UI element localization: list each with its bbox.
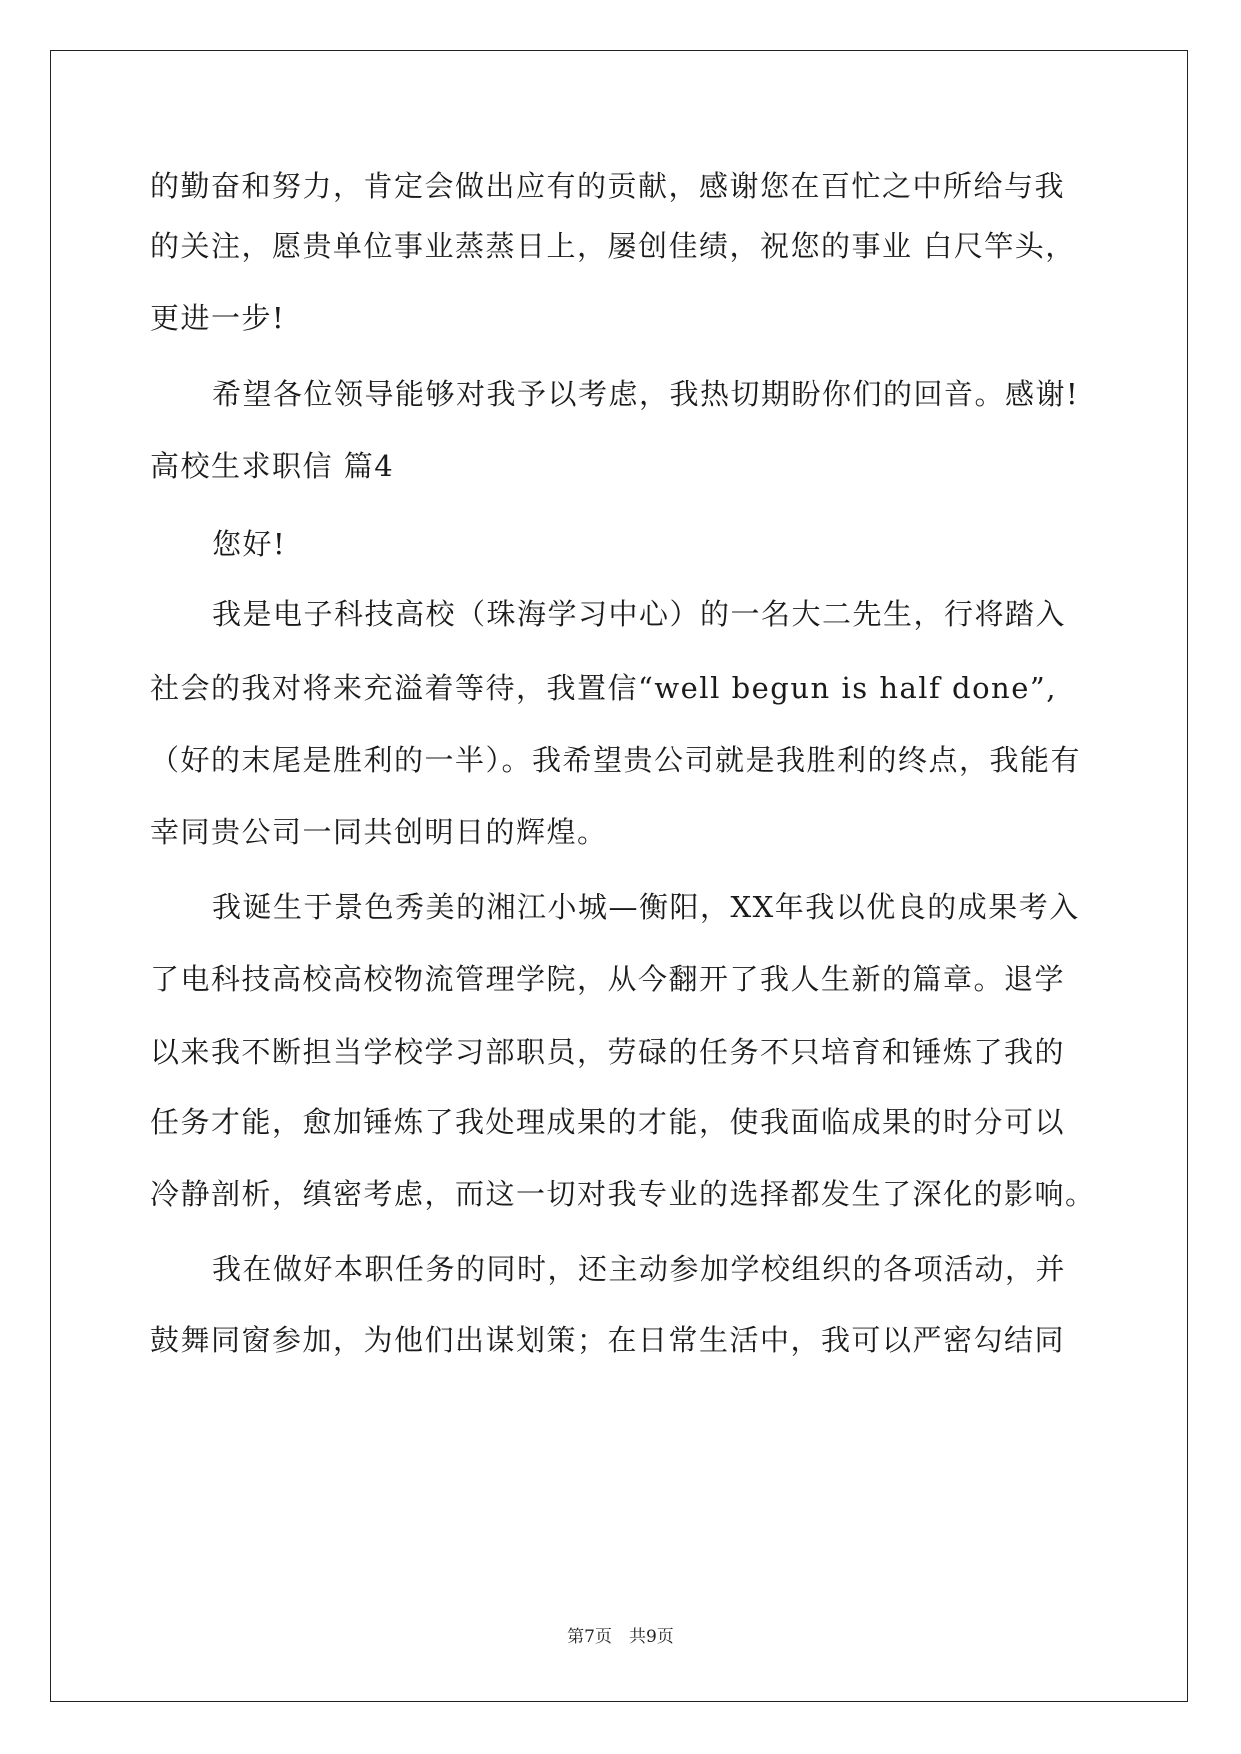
text-line: 任务才能，愈加锤炼了我处理成果的才能，使我面临成果的时分可以 xyxy=(150,1105,1066,1139)
text-line: 鼓舞同窗参加，为他们出谋划策；在日常生活中，我可以严密勾结同 xyxy=(150,1323,1066,1357)
paragraph-start-line: 希望各位领导能够对我予以考虑，我热切期盼你们的回音。感谢! xyxy=(212,377,1080,411)
text-line: 冷静剖析，缜密考虑，而这一切对我专业的选择都发生了深化的影响。 xyxy=(150,1177,1096,1211)
text-line: （好的末尾是胜利的一半）。我希望贵公司就是我胜利的终点，我能有 xyxy=(150,743,1082,777)
text-line: 的关注，愿贵单位事业蒸蒸日上，屡创佳绩，祝您的事业 白尺竿头， xyxy=(150,229,1076,263)
text-line: 以来我不断担当学校学习部职员，劳碌的任务不只培育和锤炼了我的 xyxy=(150,1035,1066,1069)
text-line: 更进一步! xyxy=(150,301,286,335)
page-number-footer: 第7页 共9页 xyxy=(567,1627,674,1647)
section-heading: 高校生求职信 篇4 xyxy=(150,449,395,483)
paragraph-start-line: 我在做好本职任务的同时，还主动参加学校组织的各项活动，并 xyxy=(212,1252,1067,1286)
paragraph-start-line: 我诞生于景色秀美的湘江小城—衡阳，XX年我以优良的成果考入 xyxy=(212,890,1080,924)
text-line: 幸同贵公司一同共创明日的辉煌。 xyxy=(150,815,608,849)
page-border xyxy=(50,50,1188,1702)
text-line: 的勤奋和努力，肯定会做出应有的贡献，感谢您在百忙之中所给与我 xyxy=(150,169,1066,203)
text-line: 社会的我对将来充溢着等待，我置信“well begun is half done”, xyxy=(150,671,1057,705)
text-line: 了电科技高校高校物流管理学院，从今翻开了我人生新的篇章。退学 xyxy=(150,962,1066,996)
paragraph-start-line: 我是电子科技高校（珠海学习中心）的一名大二先生，行将踏入 xyxy=(212,597,1067,631)
salutation: 您好! xyxy=(212,527,287,561)
